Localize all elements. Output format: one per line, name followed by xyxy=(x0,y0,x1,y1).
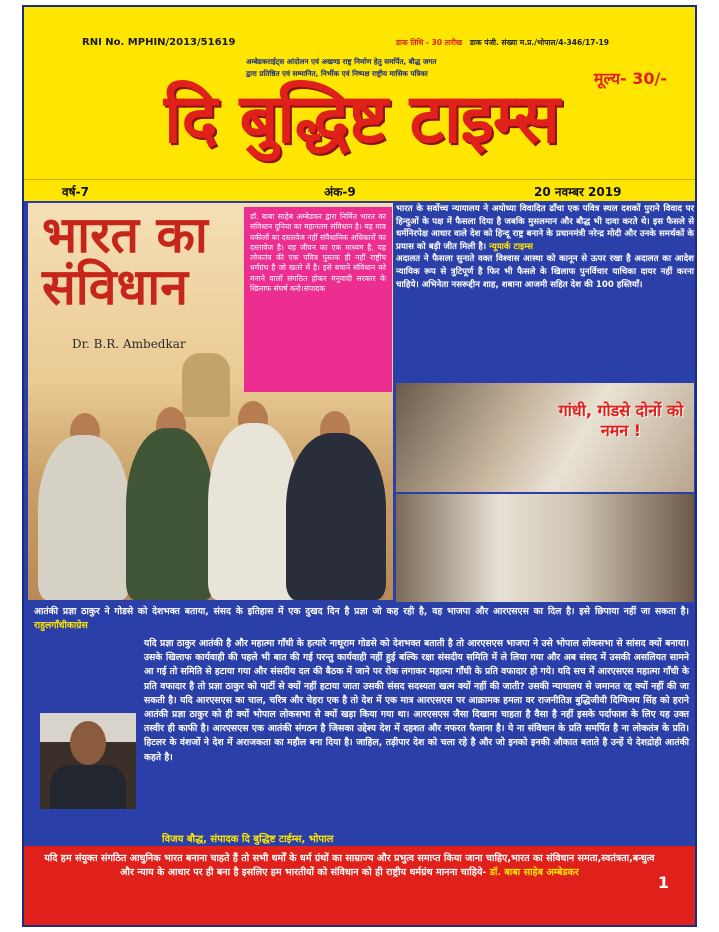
postal-info xyxy=(396,38,609,48)
bottom-quote-banner xyxy=(24,846,695,927)
portrait-face xyxy=(70,721,106,765)
rni-number: RNI No. MPHIN/2013/51619 xyxy=(82,37,236,48)
photo-caption: गांधी, गोडसे दोनों को नमन ! xyxy=(558,401,684,440)
editor-portrait xyxy=(40,713,136,809)
person-figure xyxy=(38,435,130,600)
article-body-text: यदि प्रज्ञा ठाकुर आतंकी है और महात्मा गाँधी के हत्यारे नाथूराम गोडसे को देशभक्त बताती है तो आरएसएस भाजपा ने उसे भोपाल लोकसभा से सांसद क्यों बनाया। उसके खिलाफ कार्यवाही की पहले भी बात की गई परन्तु कार्यवाही नहीं हुई बल्कि रक्षा संसदीय समिति में ले लिया गया और अब संसद में उसकी असलियत सामने आ गई तो समिति से हटाया गया और संसदीय दल की बैठक में जाने पर रोक लगाकर महात्मा गाँधी के प्रति वफादार हो गये। यदि सच में आरएसएस महात्मा गाँधी के प्रति वफादार है तो प्रज्ञा ठाकुर को पार्टी से क्यों नहीं हटाया जाता उसकी संसद सदस्यता खत्म क्यों नहीं की जाती? उसकी न्यायालय से जमानत रद्द क्यों नहीं की जा सकती है। यदि आरएसएस का चाल, चरित्र और चेहरा एक है तो देश में एक मात्र आरएसएस पर आक्रामक हमला वर राजनीतिज्ञ बुद्धिजीवी दिग्विजय सिंह को हराने आतंकी प्रज्ञा ठाकुर को ही क्यों भोपाल लोकसभा से क्यों खड़ा किया गया था। आरएसएस जैसा दिखाना चाहता है वैसा है नहीं इसके पर्दाफाश के लिए यह उक्त तस्वीर ही काफी है। आरएसएस एक आतंकी संगठन है जिसका उद्देश्य देश में दहशत और नफरत फैलाना है। ये ना संविधान के प्रति समर्पित है ना लोकतंत्र के प्रति। हिटलर के वंशजों ने देश में अराजकता का महौल बना दिया है। जाहिल, तड़ीपार देश को चला रहे है और जो इनको इनकी औकात बताते है उन्हें ये देशद्रोही आतंकी कहते है। xyxy=(144,638,689,763)
editor-signature: विजय बौद्ध, संपादक दि बुद्धिष्ट टाईम्स, भोपाल xyxy=(162,834,334,845)
book-title: भारत का संविधान xyxy=(42,205,208,316)
price: मूल्य- 30/- xyxy=(593,69,667,88)
masthead xyxy=(24,7,695,179)
national-emblem-image xyxy=(182,353,230,417)
page-number: 1 xyxy=(657,873,669,892)
tagline-line-1: अम्बेडकराईट्स आंदोलन एवं अखण्ड राष्ट्र निर्माण हेतु समर्पित, बौद्ध जगत xyxy=(246,57,437,66)
dak-registration: डाक पंजी. संख्या म.प्र./भोपाल/4-346/17-19 xyxy=(469,38,609,47)
tagline xyxy=(246,56,566,80)
volume-year: वर्ष-7 xyxy=(62,185,89,199)
person-figure xyxy=(286,433,386,600)
news-source: न्यूयार्क टाइम्स xyxy=(489,241,533,252)
ayodhya-news xyxy=(396,203,694,381)
issue-date: 20 नवम्बर 2019 xyxy=(534,185,622,199)
article-lead xyxy=(34,605,689,633)
gandhi-photo xyxy=(396,383,694,492)
newspaper-title: दि बुद्धिष्ट टाइम्स xyxy=(164,80,559,159)
portrait-suit xyxy=(50,765,126,809)
article-body xyxy=(34,637,689,811)
article-lead-text: आतंकी प्रज्ञा ठाकुर ने गोडसे को देशभक्त बताया, संसद के इतिहास में एक दुखद दिन है प्रज्ञा जो कह रही है, वह भाजपा और आरएसएस का दिल है। इसे छिपाया नहीं जा सकता है। xyxy=(34,606,689,617)
tagline-line-2: द्वारा प्रतिष्ठित एवं सम्मानित, निर्भीक एवं निष्पक्ष राष्ट्रीय मासिक पत्रिका xyxy=(246,69,428,78)
dak-date: डाक तिथि - 30 तारीख xyxy=(396,38,463,47)
person-figure xyxy=(126,428,214,600)
news-paragraph: भारत के सर्वोच्च न्यायालय ने अयोध्या विवादित ढाँचा एक पवित्र स्थल दशकों पुराने विवाद पर हिन्दुओं के पक्ष में फैसला दिया है जबकि मुसलमान और बौद्ध भी दावा करते थे। इस फैसले से धर्मनिरपेक्ष आधार वाले देश को हिन्दू राष्ट्र बनाने के प्रधानमंत्री नरेन्द्र मोदी और उनके समर्थकों के प्रयास को बड़ी जीत मिली है। xyxy=(396,204,694,252)
ambedkar-quote-box: डॉ. बाबा साहेब अम्बेडकर द्वारा निर्मित भारत का संविधान दुनिया का महानतम संविधान है। यह मात्र वकीलों का दस्तावेज नहीं संवैधानिक अधिकारों का दस्तावेज है। यह जीवन का एक माध्यम है, यह लोकतंत्र की एक पवित्र पुस्तक ही नहीं राष्ट्रीय धर्मग्रंथ है जो खतरे में है। इसे बचाने संविधान को मनाने वालों संगठित होकर मनुवादी सरकार के खिलाफ संघर्ष करो।संपादक xyxy=(244,207,392,392)
newspaper-front-page xyxy=(22,5,697,927)
bottom-quote-text: यदि हम संयुक्त संगठित आधुनिक भारत बनाना चाहते हैं तो सभी धर्मों के धर्म ग्रंथों का साम्राज्य और प्रभुत्व समाप्त किया जाना चाहिए,भारत का संविधान समता,स्वतंत्रता,बन्धुत्व और न्याय के आधार पर ही बना है इसलिए हम भारतीयों को संविधान को ही राष्ट्रीय धर्मग्रंथ मानना चाहिये- xyxy=(44,853,655,878)
news-paragraph: अदालत ने फैसला सुनाते वक्त विश्वास आस्था को कानून से ऊपर रखा है अदालत का आदेश न्यायिक रूप से त्रुटिपूर्ण है फिर भी फैसले के खिलाफ पुनर्विचार याचिका दायर नहीं करना चाहिये। अभिनेता नसरूद्दीन शाह, शबाना आजमी सहित देश की 100 हस्तियाँ। xyxy=(396,254,694,290)
book-author: Dr. B.R. Ambedkar xyxy=(72,337,186,351)
issue-number: अंक-9 xyxy=(324,185,356,199)
bottom-quote-author: डॉ. बाबा साहेब अम्बेडकर xyxy=(489,867,579,878)
issue-info-bar xyxy=(24,179,695,201)
article-lead-tag: राहुलगाँधीकाग्रेस xyxy=(34,620,88,632)
godse-tribute-photo xyxy=(396,494,694,602)
